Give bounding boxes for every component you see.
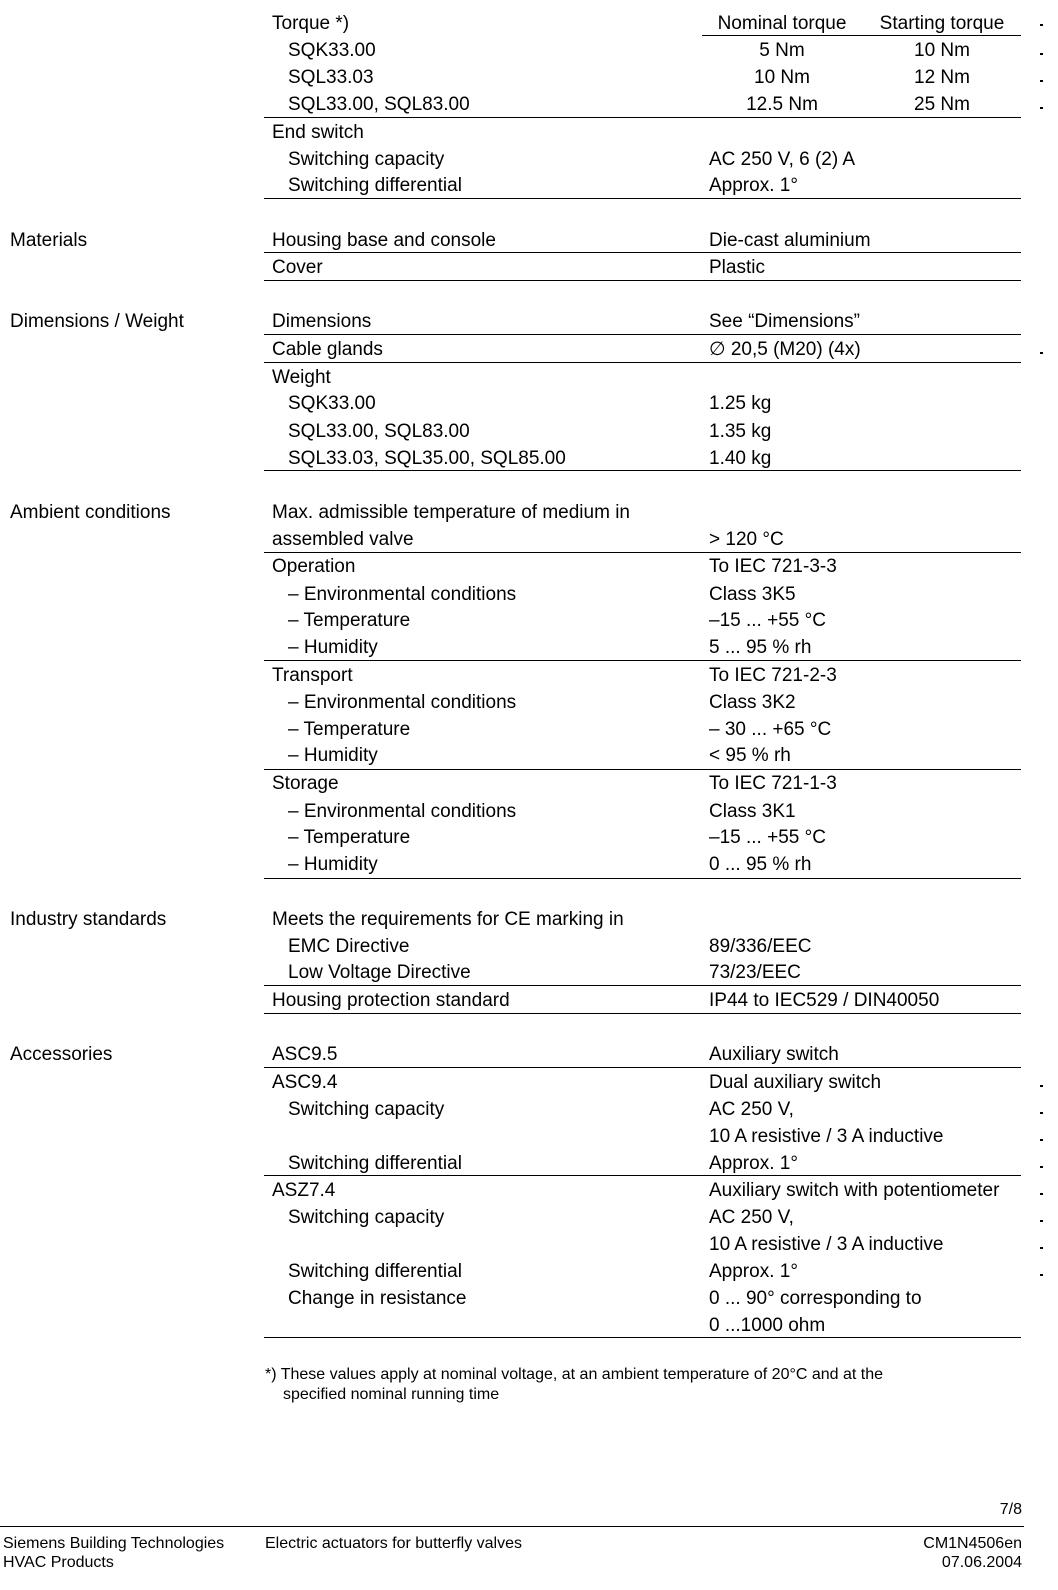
ce-marking-label: Meets the requirements for CE marking in: [272, 909, 624, 930]
housing-base-value: Die-cast aluminium: [709, 230, 871, 251]
footer-division: HVAC Products: [3, 1554, 114, 1571]
emc-directive-value: 89/336/EEC: [709, 936, 812, 957]
asc94-capacity-line1: AC 250 V,: [709, 1099, 794, 1120]
col-starting-torque: Starting torque: [879, 13, 1005, 34]
torque-row-model: SQL33.03: [288, 67, 374, 88]
category-ambient-conditions: Ambient conditions: [10, 502, 171, 523]
temperature-label: – Temperature: [288, 610, 411, 631]
operation-standard: To IEC 721-3-3: [709, 556, 837, 577]
footer-rule: [0, 1526, 1024, 1527]
section-rule: [264, 878, 1021, 879]
housing-protection-value: IP44 to IEC529 / DIN40050: [709, 990, 940, 1011]
torque-row-model: SQL33.00, SQL83.00: [288, 94, 470, 115]
asz74-description: Auxiliary switch with potentiometer: [709, 1180, 1000, 1201]
margin-tick: [1040, 80, 1043, 82]
cable-glands-label: Cable glands: [272, 339, 383, 360]
weight-value: 1.25 kg: [709, 393, 772, 414]
env-conditions-label: – Environmental conditions: [288, 692, 517, 713]
housing-base-label: Housing base and console: [272, 230, 496, 251]
category-industry-standards: Industry standards: [10, 909, 167, 930]
housing-protection-label: Housing protection standard: [272, 990, 510, 1011]
cable-glands-value: ∅ 20,5 (M20) (4x): [709, 339, 861, 360]
max-temp-label-line1: Max. admissible temperature of medium in: [272, 502, 630, 523]
transport-temp-value: – 30 ... +65 °C: [709, 719, 832, 740]
row-rule: [264, 117, 1021, 118]
switching-capacity-label: Switching capacity: [288, 149, 445, 170]
margin-tick: [1040, 1166, 1043, 1168]
torque-row-nominal: 5 Nm: [759, 40, 805, 61]
torque-header-rule: [702, 35, 1021, 36]
storage-humidity-value: 0 ... 95 % rh: [709, 854, 812, 875]
asz74-resistance-line2: 0 ...1000 ohm: [709, 1315, 826, 1336]
storage-label: Storage: [272, 773, 339, 794]
weight-value: 1.40 kg: [709, 448, 772, 469]
margin-tick: [1040, 1085, 1043, 1087]
asz74-capacity-label: Switching capacity: [288, 1207, 445, 1228]
footer-doc-id: CM1N4506en: [923, 1535, 1022, 1552]
dimensions-value: See “Dimensions”: [709, 311, 860, 332]
asz74-resistance-label: Change in resistance: [288, 1288, 467, 1309]
footnote-line1: *) These values apply at nominal voltage, at an ambient temperature of 20°C and at the: [265, 1366, 884, 1383]
storage-temp-value: –15 ... +55 °C: [709, 827, 826, 848]
section-rule: [264, 280, 1021, 281]
dimensions-label: Dimensions: [272, 311, 372, 332]
margin-tick: [1040, 1247, 1043, 1249]
row-rule: [264, 362, 1021, 363]
margin-tick: [1040, 24, 1043, 26]
storage-standard: To IEC 721-1-3: [709, 773, 837, 794]
weight-model: SQL33.00, SQL83.00: [288, 421, 470, 442]
low-voltage-directive-label: Low Voltage Directive: [288, 962, 471, 983]
temperature-label: – Temperature: [288, 827, 411, 848]
page-number: 7/8: [999, 1501, 1022, 1518]
humidity-label: – Humidity: [288, 854, 378, 875]
torque-label: Torque *): [272, 13, 350, 34]
margin-tick: [1040, 1139, 1043, 1141]
weight-value: 1.35 kg: [709, 421, 772, 442]
margin-tick: [1040, 1274, 1043, 1276]
footer-date: 07.06.2004: [941, 1554, 1022, 1571]
asz74-differential-value: Approx. 1°: [709, 1261, 798, 1282]
switching-differential-value: Approx. 1°: [709, 175, 798, 196]
section-rule: [264, 198, 1021, 199]
asc94-description: Dual auxiliary switch: [709, 1072, 882, 1093]
asc94-differential-value: Approx. 1°: [709, 1153, 798, 1174]
asc94-capacity-line2: 10 A resistive / 3 A inductive: [709, 1126, 944, 1147]
humidity-label: – Humidity: [288, 637, 378, 658]
transport-env-value: Class 3K2: [709, 692, 796, 713]
margin-tick: [1040, 53, 1043, 55]
weight-model: SQK33.00: [288, 393, 376, 414]
footer-company: Siemens Building Technologies: [3, 1535, 225, 1552]
asc94-capacity-label: Switching capacity: [288, 1099, 445, 1120]
operation-temp-value: –15 ... +55 °C: [709, 610, 826, 631]
section-rule: [264, 470, 1021, 471]
section-rule: [264, 1013, 1021, 1014]
footer-doc-title: Electric actuators for butterfly valves: [265, 1535, 522, 1552]
category-dimensions-weight: Dimensions / Weight: [10, 311, 184, 332]
transport-humidity-value: < 95 % rh: [709, 745, 791, 766]
max-temp-label-line2: assembled valve: [272, 529, 414, 550]
row-rule: [264, 252, 1021, 253]
low-voltage-directive-value: 73/23/EEC: [709, 962, 801, 983]
torque-row-model: SQK33.00: [288, 40, 376, 61]
row-rule: [264, 1175, 1021, 1176]
weight-label: Weight: [272, 367, 331, 388]
asz74-resistance-line1: 0 ... 90° corresponding to: [709, 1288, 922, 1309]
asc94-differential-label: Switching differential: [288, 1153, 462, 1174]
emc-directive-label: EMC Directive: [288, 936, 410, 957]
temperature-label: – Temperature: [288, 719, 411, 740]
margin-tick: [1040, 1193, 1043, 1195]
asz74-model: ASZ7.4: [272, 1180, 336, 1201]
row-rule: [264, 769, 1021, 770]
cover-label: Cover: [272, 257, 323, 278]
margin-tick: [1040, 107, 1043, 109]
torque-row-starting: 12 Nm: [914, 67, 970, 88]
category-accessories: Accessories: [10, 1044, 113, 1065]
row-rule: [264, 985, 1021, 986]
margin-tick: [1040, 352, 1043, 354]
switching-differential-label: Switching differential: [288, 175, 462, 196]
asc95-model: ASC9.5: [272, 1044, 338, 1065]
asz74-differential-label: Switching differential: [288, 1261, 462, 1282]
category-materials: Materials: [10, 230, 88, 251]
col-nominal-torque: Nominal torque: [717, 13, 847, 34]
torque-row-nominal: 12.5 Nm: [746, 94, 818, 115]
row-rule: [264, 660, 1021, 661]
margin-tick: [1040, 1220, 1043, 1222]
operation-humidity-value: 5 ... 95 % rh: [709, 637, 812, 658]
torque-row-starting: 25 Nm: [914, 94, 970, 115]
row-rule: [264, 334, 1021, 335]
env-conditions-label: – Environmental conditions: [288, 801, 517, 822]
section-rule: [264, 1337, 1021, 1338]
transport-standard: To IEC 721-2-3: [709, 665, 837, 686]
operation-label: Operation: [272, 556, 356, 577]
row-rule: [264, 1067, 1021, 1068]
env-conditions-label: – Environmental conditions: [288, 584, 517, 605]
torque-row-starting: 10 Nm: [914, 40, 970, 61]
weight-model: SQL33.03, SQL35.00, SQL85.00: [288, 448, 566, 469]
asz74-capacity-line1: AC 250 V,: [709, 1207, 794, 1228]
asz74-capacity-line2: 10 A resistive / 3 A inductive: [709, 1234, 944, 1255]
switching-capacity-value: AC 250 V, 6 (2) A: [709, 149, 856, 170]
operation-env-value: Class 3K5: [709, 584, 796, 605]
transport-label: Transport: [272, 665, 353, 686]
row-rule: [264, 552, 1021, 553]
humidity-label: – Humidity: [288, 745, 378, 766]
end-switch-label: End switch: [272, 122, 364, 143]
cover-value: Plastic: [709, 257, 765, 278]
storage-env-value: Class 3K1: [709, 801, 796, 822]
margin-tick: [1040, 1112, 1043, 1114]
asc95-description: Auxiliary switch: [709, 1044, 839, 1065]
asc94-model: ASC9.4: [272, 1072, 338, 1093]
max-temp-value: > 120 °C: [709, 529, 784, 550]
footnote-line2: specified nominal running time: [283, 1386, 500, 1403]
torque-row-nominal: 10 Nm: [754, 67, 810, 88]
